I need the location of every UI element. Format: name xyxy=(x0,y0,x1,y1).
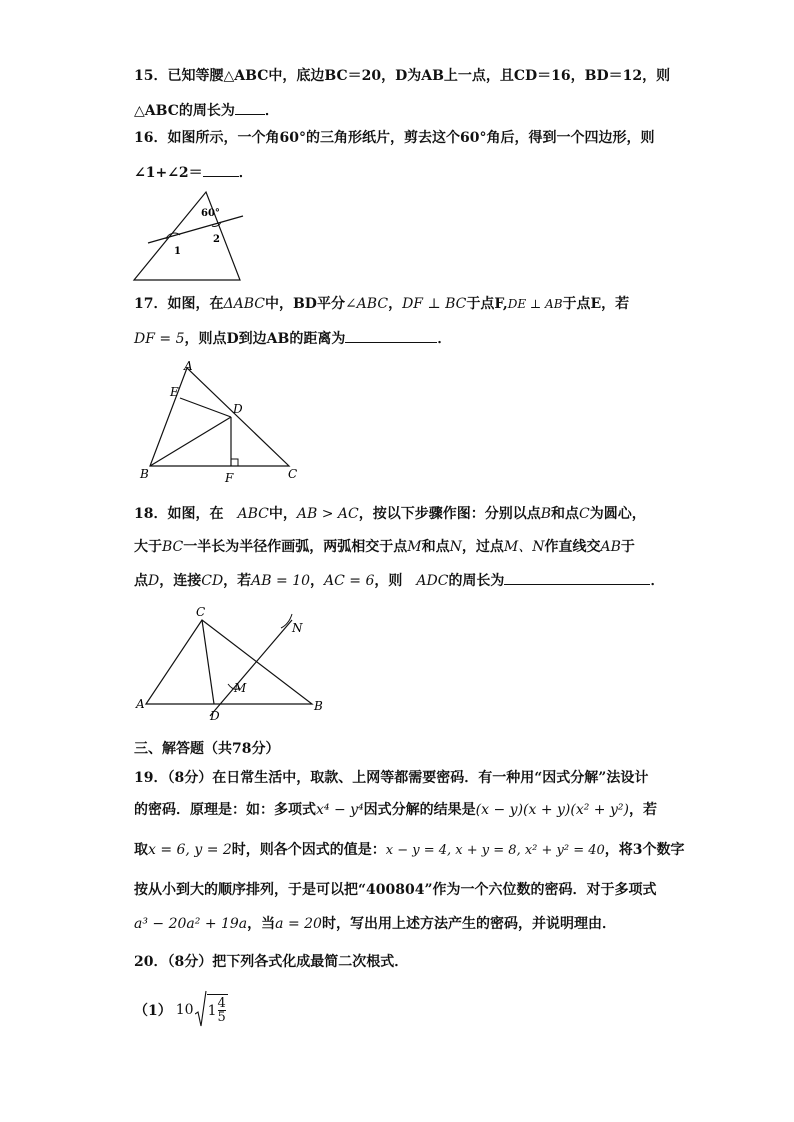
q17-math-triangle: ΔABC xyxy=(223,296,265,312)
q18-m1: ABC xyxy=(237,506,269,522)
q17-segment-bd xyxy=(150,417,231,466)
q18-t6: 大于 xyxy=(134,539,162,555)
q17-text-6: ，则点D到边AB的距离为 xyxy=(184,331,346,347)
q18-m14: ADC xyxy=(416,573,449,589)
q19-line5 xyxy=(134,914,674,934)
q18-t16: ，则 xyxy=(374,573,403,589)
q18-m2: AB > AC xyxy=(296,506,359,522)
q18-m13: AC = 6 xyxy=(324,573,375,589)
q15-answer-blank[interactable] xyxy=(235,100,265,115)
q16-period: ． xyxy=(238,165,253,181)
q18-t5: 为圆心， xyxy=(589,506,646,522)
q18-t9: ，过点 xyxy=(461,539,504,555)
q18-t12: 点 xyxy=(134,573,148,589)
q18-t11: 于 xyxy=(620,539,635,555)
q19-line3 xyxy=(134,840,685,861)
q18-t8: 和点 xyxy=(421,539,450,555)
q18-m12: AB = 10 xyxy=(251,573,311,589)
q18-t15: ， xyxy=(310,573,325,589)
q18-line3 xyxy=(134,570,674,591)
q19-t5: 时，则各个因式的值是： xyxy=(231,842,386,858)
q17-label-b: B xyxy=(140,467,149,481)
q20-fraction-numerator: 4 xyxy=(217,996,226,1011)
q18-triangle-figure xyxy=(134,602,334,728)
q17-text-3: ， xyxy=(388,296,403,312)
q17-math-perp-de: DE ⊥ AB xyxy=(507,297,563,311)
q17-label-a: A xyxy=(184,359,193,373)
q18-t14: ，若 xyxy=(223,573,252,589)
q17-text-2: 中，BD平分 xyxy=(264,296,345,312)
q20-radicand xyxy=(207,994,228,1024)
q17-period: ． xyxy=(437,331,452,347)
q18-label-b: B xyxy=(314,699,323,713)
q20-sub1 xyxy=(134,988,228,1032)
q19-line2 xyxy=(134,800,674,820)
q19-m3: x = 6, y = 2 xyxy=(148,842,232,858)
q17-math-angle: ∠ABC xyxy=(344,296,389,312)
q15-text: △ABC的周长为 xyxy=(134,103,235,119)
q16-line2 xyxy=(134,162,674,183)
q19-line4: 按从小到大的顺序排列，于是可以把“400804”作为一个六位数的密码．对于多项式 xyxy=(134,882,657,898)
q19-t1: 的密码．原理是：如：多项式 xyxy=(134,802,316,818)
q17-segment-de xyxy=(180,398,231,417)
q16-triangle xyxy=(134,192,240,280)
q15-line2 xyxy=(134,100,674,121)
q16-label-2: 2 xyxy=(213,234,220,245)
q17-text-5: 于点E，若 xyxy=(562,296,630,312)
q18-t7: 一半长为半径作画弧，两弧相交于点 xyxy=(183,539,408,555)
q17-math-df: DF = 5 xyxy=(134,331,185,347)
q18-t4: 和点 xyxy=(551,506,580,522)
q17-label-f: F xyxy=(225,471,234,485)
q18-perpendicular-bisector xyxy=(210,620,292,716)
q18-m9: AB xyxy=(600,539,621,555)
q17-label-e: E xyxy=(170,385,179,399)
q17-right-angle-mark xyxy=(231,459,238,466)
q20-sub1-coefficient: 10 xyxy=(175,1002,194,1018)
q18-m10: D xyxy=(148,573,160,589)
q17-answer-blank[interactable] xyxy=(345,328,437,343)
q18-m11: CD xyxy=(201,573,224,589)
q19-t3: ，若 xyxy=(628,802,657,818)
q16-triangle-figure xyxy=(128,188,252,284)
q16-line1: 16．如图所示，一个角60°的三角形纸片，剪去这个60°角后，得到一个四边形，则 xyxy=(134,130,655,146)
q16-angle-60-label: 60° xyxy=(201,208,220,219)
q18-m7: N xyxy=(449,539,462,555)
q20-fraction xyxy=(218,997,226,1024)
q16-text: ∠1+∠2＝ xyxy=(134,165,203,181)
q18-label-a: A xyxy=(136,697,145,711)
q18-m4: C xyxy=(579,506,590,522)
q17-line1 xyxy=(134,294,674,314)
q19-m4: x − y = 4, x + y = 8, x² + y² = 40 xyxy=(385,843,605,858)
q17-label-c: C xyxy=(288,467,298,481)
q19-line1: 19．（8分）在日常生活中，取款、上网等都需要密码．有一种用“因式分解”法设计 xyxy=(134,770,649,786)
q17-line2 xyxy=(134,328,674,349)
q17-triangle-figure xyxy=(136,358,306,488)
q18-t17: 的周长为 xyxy=(448,573,505,589)
q20-fraction-denominator: 5 xyxy=(217,1010,226,1025)
q18-period: ． xyxy=(650,573,665,589)
q18-m5: BC xyxy=(162,539,184,555)
q20-line1: 20．（8分）把下列各式化成最简二次根式． xyxy=(134,954,409,970)
q15-period: ． xyxy=(264,103,279,119)
q18-m6: M xyxy=(407,539,422,555)
q18-triangle-abc xyxy=(146,620,312,704)
q19-t4: 取 xyxy=(134,842,148,858)
q16-answer-blank[interactable] xyxy=(203,162,239,177)
q17-text-4: 于点F, xyxy=(466,296,508,312)
q16-cut-line xyxy=(148,216,243,243)
q17-text-1: 17．如图，在 xyxy=(134,296,224,312)
q19-m1: x⁴ − y⁴ xyxy=(316,802,364,818)
q17-math-perp-df: DF ⊥ BC xyxy=(402,296,467,312)
q16-label-1: 1 xyxy=(174,246,181,257)
q18-t10: 作直线交 xyxy=(544,539,601,555)
q18-label-m: M xyxy=(234,681,247,695)
q19-m6: a = 20 xyxy=(275,916,322,932)
q18-t1: 18．如图，在 xyxy=(134,506,224,522)
q18-answer-blank[interactable] xyxy=(504,570,650,585)
section-3-heading: 三、解答题（共78分） xyxy=(134,741,280,757)
q19-m2: (x − y)(x + y)(x² + y²) xyxy=(475,802,629,818)
q17-triangle-abc xyxy=(150,368,289,466)
q20-radical-sign xyxy=(195,990,207,1030)
q18-m3: B xyxy=(540,506,552,522)
q18-t3: ，按以下步骤作图：分别以点 xyxy=(358,506,541,522)
q18-line1 xyxy=(134,504,674,524)
q18-line2 xyxy=(134,537,674,557)
q20-mixed-whole: 1 xyxy=(207,1002,217,1019)
q19-t8: 时，写出用上述方法产生的密码，并说明理由． xyxy=(321,916,616,932)
q18-label-c: C xyxy=(196,605,206,619)
q15-line1: 15．已知等腰△ABC中，底边BC＝20，D为AB上一点，且CD＝16，BD＝12，则 xyxy=(134,68,671,84)
q19-m5: a³ − 20a² + 19a xyxy=(134,916,248,932)
q19-t7: ，当 xyxy=(247,916,276,932)
q18-t2: 中， xyxy=(268,506,297,522)
q18-label-n: N xyxy=(292,621,303,635)
q19-t6: ，将3个数字 xyxy=(604,842,685,858)
q18-m8: M、N xyxy=(503,539,545,555)
q18-t13: ，连接 xyxy=(159,573,202,589)
q18-segment-cd xyxy=(202,620,214,704)
q19-t2: 因式分解的结果是 xyxy=(363,802,476,818)
q17-label-d: D xyxy=(233,402,243,416)
q20-sub1-label: （1） xyxy=(134,1003,172,1019)
q18-label-d: D xyxy=(210,709,220,723)
